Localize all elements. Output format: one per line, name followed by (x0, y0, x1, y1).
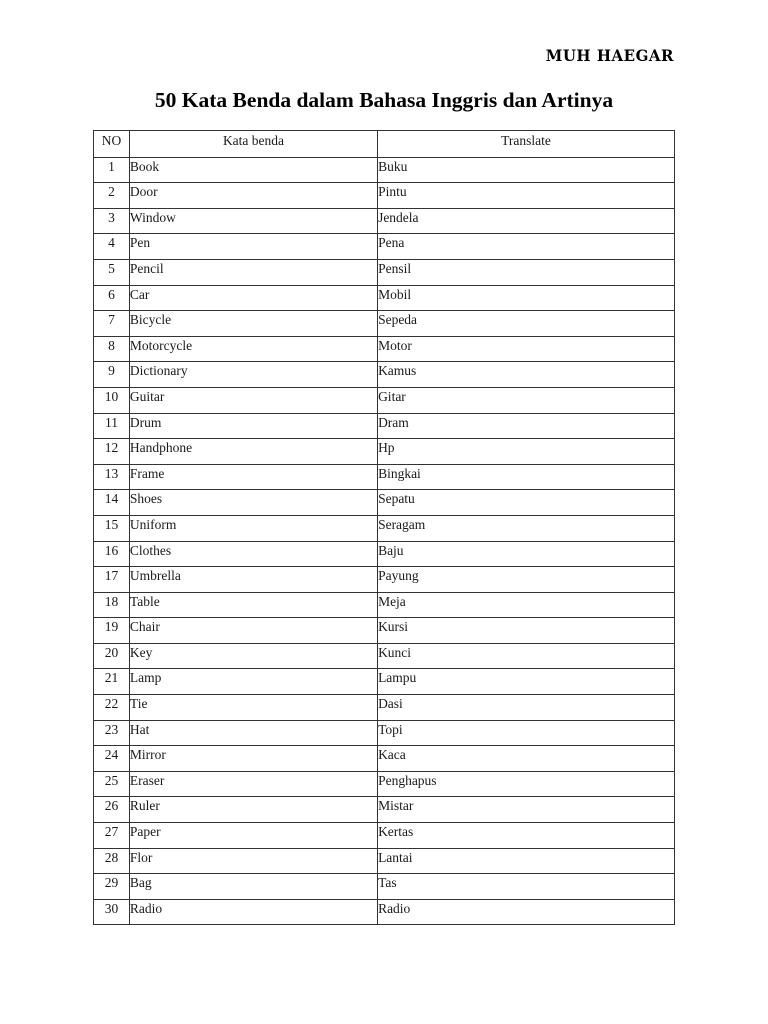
table-row (94, 490, 675, 516)
translation-cell: Mobil (378, 285, 675, 311)
noun-cell: Drum (129, 413, 377, 439)
translation-cell: Sepatu (378, 490, 675, 516)
table-row (94, 157, 675, 183)
row-number: 29 (94, 874, 130, 900)
table-row (94, 567, 675, 593)
table-body (94, 157, 675, 925)
noun-cell: Umbrella (129, 567, 377, 593)
table-row (94, 515, 675, 541)
row-number: 16 (94, 541, 130, 567)
noun-cell: Key (129, 643, 377, 669)
translation-cell: Kamus (378, 362, 675, 388)
table-row (94, 413, 675, 439)
translation-cell: Mistar (378, 797, 675, 823)
page-title: 50 Kata Benda dalam Bahasa Inggris dan Artinya (154, 88, 614, 112)
row-number: 9 (94, 362, 130, 388)
table-row (94, 618, 675, 644)
noun-cell: Eraser (129, 771, 377, 797)
noun-cell: Door (129, 183, 377, 209)
column-header-translate: Translate (378, 131, 675, 158)
table-row (94, 439, 675, 465)
noun-cell: Mirror (129, 746, 377, 772)
table-header-row (94, 131, 675, 158)
table-row (94, 643, 675, 669)
table-row (94, 771, 675, 797)
row-number: 23 (94, 720, 130, 746)
table-row (94, 848, 675, 874)
table-row (94, 259, 675, 285)
row-number: 1 (94, 157, 130, 183)
table-row (94, 285, 675, 311)
vocabulary-table (93, 130, 675, 925)
noun-cell: Paper (129, 823, 377, 849)
translation-cell: Buku (378, 157, 675, 183)
row-number: 22 (94, 695, 130, 721)
translation-cell: Payung (378, 567, 675, 593)
row-number: 14 (94, 490, 130, 516)
table-row (94, 541, 675, 567)
translation-cell: Tas (378, 874, 675, 900)
row-number: 24 (94, 746, 130, 772)
table-row (94, 669, 675, 695)
translation-cell: Kaca (378, 746, 675, 772)
translation-cell: Baju (378, 541, 675, 567)
translation-cell: Pena (378, 234, 675, 260)
row-number: 6 (94, 285, 130, 311)
row-number: 30 (94, 899, 130, 925)
row-number: 4 (94, 234, 130, 260)
author-name: MUH HAEGAR (545, 46, 674, 66)
row-number: 15 (94, 515, 130, 541)
translation-cell: Lantai (378, 848, 675, 874)
row-number: 12 (94, 439, 130, 465)
row-number: 26 (94, 797, 130, 823)
noun-cell: Radio (129, 899, 377, 925)
noun-cell: Bicycle (129, 311, 377, 337)
table-row (94, 746, 675, 772)
translation-cell: Penghapus (378, 771, 675, 797)
noun-cell: Book (129, 157, 377, 183)
noun-cell: Flor (129, 848, 377, 874)
noun-cell: Clothes (129, 541, 377, 567)
table-row (94, 720, 675, 746)
translation-cell: Lampu (378, 669, 675, 695)
noun-cell: Dictionary (129, 362, 377, 388)
noun-cell: Car (129, 285, 377, 311)
table-row (94, 823, 675, 849)
noun-cell: Pen (129, 234, 377, 260)
row-number: 2 (94, 183, 130, 209)
column-header-noun: Kata benda (129, 131, 377, 158)
table-row (94, 797, 675, 823)
table-row (94, 311, 675, 337)
noun-cell: Window (129, 208, 377, 234)
row-number: 10 (94, 387, 130, 413)
table-row (94, 208, 675, 234)
table-row (94, 874, 675, 900)
row-number: 11 (94, 413, 130, 439)
noun-cell: Ruler (129, 797, 377, 823)
table-row (94, 464, 675, 490)
table-row (94, 336, 675, 362)
table-row (94, 362, 675, 388)
noun-cell: Guitar (129, 387, 377, 413)
table-row (94, 387, 675, 413)
table-row (94, 695, 675, 721)
translation-cell: Jendela (378, 208, 675, 234)
row-number: 7 (94, 311, 130, 337)
row-number: 5 (94, 259, 130, 285)
translation-cell: Seragam (378, 515, 675, 541)
noun-cell: Bag (129, 874, 377, 900)
table-row (94, 183, 675, 209)
table-row (94, 234, 675, 260)
column-header-no: NO (94, 131, 130, 158)
noun-cell: Chair (129, 618, 377, 644)
translation-cell: Pintu (378, 183, 675, 209)
translation-cell: Dram (378, 413, 675, 439)
translation-cell: Meja (378, 592, 675, 618)
translation-cell: Gitar (378, 387, 675, 413)
row-number: 3 (94, 208, 130, 234)
translation-cell: Radio (378, 899, 675, 925)
table-row (94, 899, 675, 925)
translation-cell: Sepeda (378, 311, 675, 337)
noun-cell: Uniform (129, 515, 377, 541)
row-number: 21 (94, 669, 130, 695)
translation-cell: Pensil (378, 259, 675, 285)
translation-cell: Topi (378, 720, 675, 746)
noun-cell: Hat (129, 720, 377, 746)
translation-cell: Hp (378, 439, 675, 465)
row-number: 27 (94, 823, 130, 849)
translation-cell: Kursi (378, 618, 675, 644)
row-number: 18 (94, 592, 130, 618)
table-row (94, 592, 675, 618)
noun-cell: Pencil (129, 259, 377, 285)
translation-cell: Dasi (378, 695, 675, 721)
noun-cell: Handphone (129, 439, 377, 465)
translation-cell: Bingkai (378, 464, 675, 490)
row-number: 19 (94, 618, 130, 644)
row-number: 17 (94, 567, 130, 593)
row-number: 20 (94, 643, 130, 669)
row-number: 8 (94, 336, 130, 362)
noun-cell: Tie (129, 695, 377, 721)
translation-cell: Kunci (378, 643, 675, 669)
translation-cell: Motor (378, 336, 675, 362)
noun-cell: Frame (129, 464, 377, 490)
noun-cell: Shoes (129, 490, 377, 516)
row-number: 25 (94, 771, 130, 797)
noun-cell: Table (129, 592, 377, 618)
noun-cell: Lamp (129, 669, 377, 695)
row-number: 28 (94, 848, 130, 874)
row-number: 13 (94, 464, 130, 490)
translation-cell: Kertas (378, 823, 675, 849)
noun-cell: Motorcycle (129, 336, 377, 362)
